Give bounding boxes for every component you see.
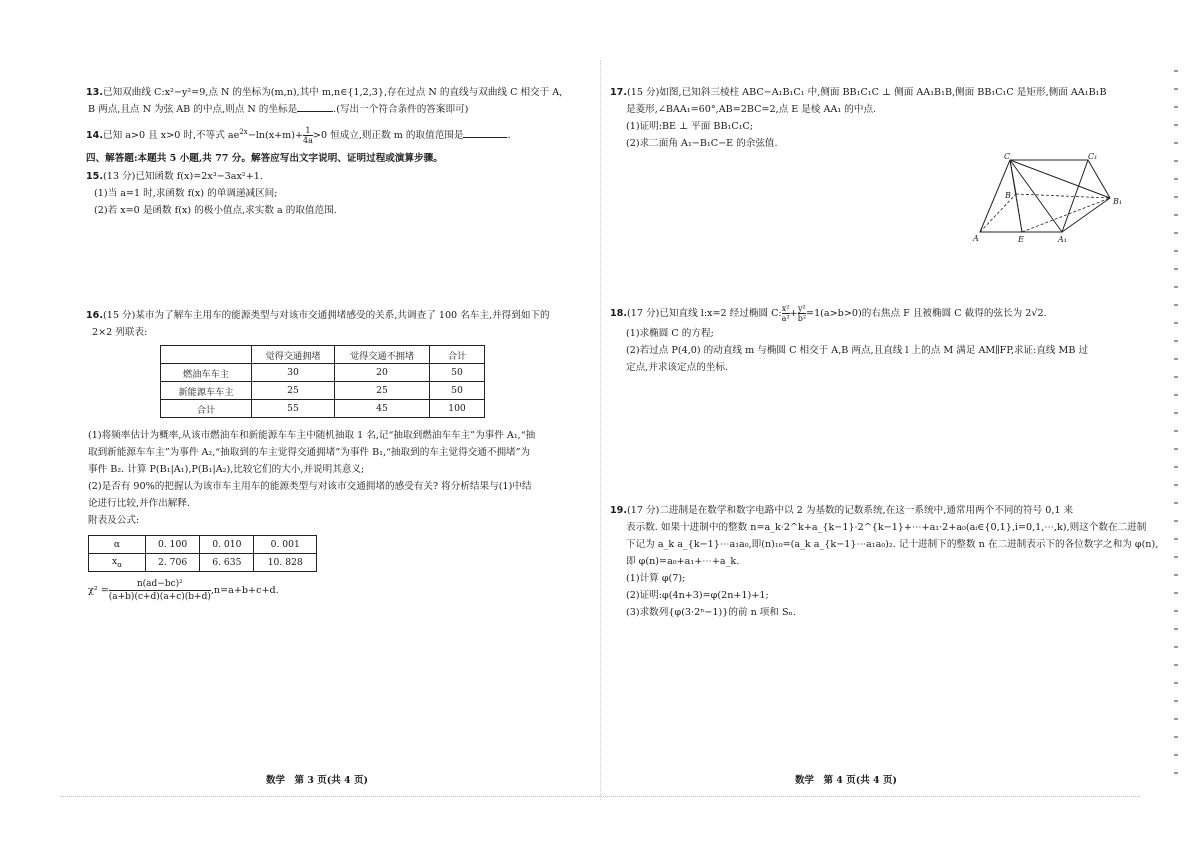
table-cell: 2. 706 [146, 554, 200, 572]
question-16 [86, 307, 550, 341]
q18-frac-y [798, 304, 806, 323]
q14-part-b: −ln(x+m)+ [247, 130, 304, 142]
q14-fraction [303, 126, 313, 145]
question-number: 17. [610, 87, 627, 98]
formula-tail: ,n=a+b+c+d. [210, 585, 279, 596]
q15-stem: (13 分)已知函数 f(x)=2x³−3ax²+1. [103, 171, 263, 182]
label-B1: B₁ [1113, 197, 1123, 206]
question-18 [610, 304, 1088, 376]
table-cell: 20 [335, 364, 430, 382]
table-cell: 50 [430, 364, 485, 382]
x-alpha-label [89, 554, 146, 572]
section-4-title: 四、解答题:本题共 5 小题,共 77 分。解答应写出文字说明、证明过程或演算步骤。 [86, 153, 443, 164]
q18-part2-line2: 定点,并求该定点的坐标. [626, 362, 729, 373]
q15-part-1: (1)当 a=1 时,求函数 f(x) 的单调递减区间; [94, 188, 278, 199]
formula-lhs: χ² = [88, 585, 109, 596]
formula-fraction [109, 578, 211, 603]
section-heading [86, 150, 443, 167]
q17-line2: 是菱形,∠BAA₁=60°,AB=2BC=2,点 E 是棱 AA₁ 的中点. [626, 104, 877, 115]
edge-c-b1 [1010, 160, 1110, 198]
question-13 [86, 84, 562, 118]
table-cell: 燃油车车主 [161, 364, 252, 382]
answer-blank[interactable] [463, 137, 507, 138]
table-cell: 新能源车车主 [161, 382, 252, 400]
frac-den: a² [781, 314, 790, 323]
q17-part-1: (1)证明:BE ⊥ 平面 BB₁C₁C; [626, 121, 754, 132]
q13-line2a: B 两点,且点 N 为弦 AB 的中点,则点 N 的坐标是 [88, 104, 298, 115]
table-header-cell: 觉得交通不拥堵 [335, 346, 430, 364]
answer-blank[interactable] [297, 111, 333, 112]
table-cell: 合计 [161, 400, 252, 418]
table-cell: 6. 635 [200, 554, 254, 572]
label-C1: C₁ [1088, 152, 1098, 161]
x-subscript: α [117, 560, 122, 569]
edge-c-b [1010, 160, 1016, 194]
q13-line1: 已知双曲线 C:x²−y²=9,点 N 的坐标为(m,n),其中 m,n∈{1,2,3},存在过点 N 的直线与双曲线 C 相交于 A, [103, 87, 563, 98]
q19-part-2: (2)证明:φ(4n+3)=φ(2n+1)+1; [626, 590, 769, 601]
label-E: E [1018, 235, 1024, 244]
table-header-cell: 觉得交通拥堵 [252, 346, 335, 364]
table-cell: 0. 010 [200, 536, 254, 554]
table-row [89, 536, 317, 554]
question-15 [86, 168, 337, 219]
edge-c-a1 [1010, 160, 1062, 232]
q16-part1-line1: (1)将频率估计为概率,从该市燃油车和新能源车车主中随机抽取 1 名,记“抽取到燃油车车主”为事件 A₁,“抽 [88, 430, 536, 441]
page-footer: 数学 第 3 页(共 4 页) [266, 775, 368, 786]
q18-frac-x [782, 304, 790, 323]
frac-num: x² [781, 304, 790, 313]
frac-den: b² [797, 314, 807, 323]
question-19 [610, 502, 1158, 621]
q16-part1-line2: 取到新能源车车主”为事件 A₂,“抽取到的车主觉得交通拥堵”为事件 B₁,“抽取到的车主觉得交通不拥堵”为 [88, 447, 531, 458]
table-row [161, 364, 485, 382]
q16-part1-line3: 事件 B₂. 计算 P(B₁|A₁),P(B₁|A₂),比较它们的大小,并说明其意义; [88, 464, 365, 475]
q14-part-c: >0 恒成立,则正数 m 的取值范围是 [312, 130, 464, 142]
q17-line1: (15 分)如图,已知斜三棱柱 ABC−A₁B₁C₁ 中,侧面 BB₁C₁C ⊥ 侧面 AA₁B₁B,侧面 BB₁C₁C 是矩形,侧面 AA₁B₁B [627, 87, 1107, 98]
appendix-label: 附表及公式: [88, 515, 140, 526]
question-number: 18. [610, 308, 627, 319]
q16-line2: 2×2 列联表: [92, 327, 148, 338]
q18-part2-line1: (2)若过点 P(4,0) 的动直线 m 与椭圆 C 相交于 A,B 两点,且直线 l 上的点 M 满足 AM∥FP,求证:直线 MB 过 [626, 345, 1089, 356]
plus-sign: + [789, 308, 798, 319]
question-number: 14. [86, 130, 103, 142]
table-cell: 0. 001 [254, 536, 317, 554]
q19-part-3: (3)求数列{φ(3·2ⁿ−1)}的前 n 项和 Sₙ. [626, 607, 796, 618]
frac-num: y² [798, 304, 806, 313]
critical-value-table [88, 535, 317, 572]
x-symbol: x [112, 556, 118, 568]
edge-c1-b1-a1 [1062, 160, 1110, 232]
table-row [89, 554, 317, 572]
alpha-label: α [89, 536, 146, 554]
page-4 [600, 0, 1200, 849]
q14-exponent: 2x [239, 128, 248, 136]
question-number: 19. [610, 505, 627, 516]
q16-line1: (15 分)某市为了解车主用车的能源类型与对该市交通拥堵感受的关系,共调查了 100 名车主,并得到如下的 [103, 310, 550, 321]
q15-part-2: (2)若 x=0 是函数 f(x) 的极小值点,求实数 a 的取值范围. [94, 205, 337, 216]
question-17 [610, 84, 1107, 152]
q19-line1: (17 分)二进制是在数学和数字电路中以 2 为基数的记数系统,在这一系统中,通常用两个不同的符号 0,1 来 [627, 505, 1074, 516]
question-number: 15. [86, 171, 103, 182]
table-cell: 100 [430, 400, 485, 418]
question-number: 13. [86, 87, 103, 98]
formula-numerator: n(ad−bc)² [109, 578, 211, 591]
frac-den: 4a [303, 136, 313, 146]
label-A1: A₁ [1058, 235, 1067, 244]
table-cell: 30 [252, 364, 335, 382]
table-row [161, 400, 485, 418]
q19-part-1: (1)计算 φ(7); [626, 573, 686, 584]
table-header-cell: 合计 [430, 346, 485, 364]
q17-part-2: (2)求二面角 A₁−B₁C−E 的余弦值. [626, 138, 778, 149]
chi-square-formula [88, 578, 279, 603]
table-cell: 25 [335, 382, 430, 400]
table-cell: 0. 100 [146, 536, 200, 554]
formula-denominator: (a+b)(c+d)(a+c)(b+d) [108, 592, 211, 602]
prism-figure [970, 152, 1150, 246]
table-cell: 10. 828 [254, 554, 317, 572]
label-B: B [1005, 191, 1011, 200]
q14-part-d: . [507, 130, 511, 142]
table-cell: 45 [335, 400, 430, 418]
q19-line2: 表示数. 如果十进制中的整数 n=a_k·2^k+a_{k−1}·2^{k−1}+⋯+a₁·2+a₀(aᵢ∈{0,1},i=0,1,⋯,k),则这个数在二进制 [626, 522, 1147, 533]
q18-part-a: (17 分)已知直线 l:x=2 经过椭圆 C: [627, 308, 782, 319]
table-header-cell [161, 346, 252, 364]
question-14 [86, 124, 511, 145]
edge-b-b1 [1016, 194, 1110, 198]
q18-part-b: =1(a>b>0)的右焦点 F 且被椭圆 C 截得的弦长为 2√2. [806, 308, 1047, 319]
table-header-row [161, 346, 485, 364]
table-cell: 55 [252, 400, 335, 418]
question-number: 16. [86, 310, 103, 321]
question-16-parts [88, 427, 535, 529]
frac-num: 1 [303, 126, 313, 136]
q16-part2-line2: 论进行比较,并作出解释. [88, 498, 191, 509]
edge-e-b1 [1022, 198, 1110, 232]
table-cell: 25 [252, 382, 335, 400]
table-row [161, 382, 485, 400]
label-C: C [1004, 152, 1011, 161]
page-footer: 数学 第 4 页(共 4 页) [795, 775, 897, 786]
q19-line3: 下记为 a_k a_{k−1}⋯a₁a₀,即(n)₁₀=(a_k a_{k−1}⋯a₁a₀)₂. 记十进制下的整数 n 在二进制表示下的各位数字之和为 φ(n), [626, 539, 1159, 550]
q14-part-a: 已知 a>0 且 x>0 时,不等式 ae [103, 130, 240, 142]
q18-part-1: (1)求椭圆 C 的方程; [626, 328, 714, 339]
q16-part2-line1: (2)是否有 90%的把握认为该市车主用车的能源类型与对该市交通拥堵的感受有关? 将分析结果与(1)中结 [88, 481, 532, 492]
q13-line2b: .(写出一个符合条件的答案即可) [333, 104, 469, 115]
table-cell: 50 [430, 382, 485, 400]
q19-line4: 即 φ(n)=a₀+a₁+⋯+a_k. [626, 556, 740, 567]
contingency-table [160, 345, 485, 418]
label-A: A [973, 234, 979, 243]
